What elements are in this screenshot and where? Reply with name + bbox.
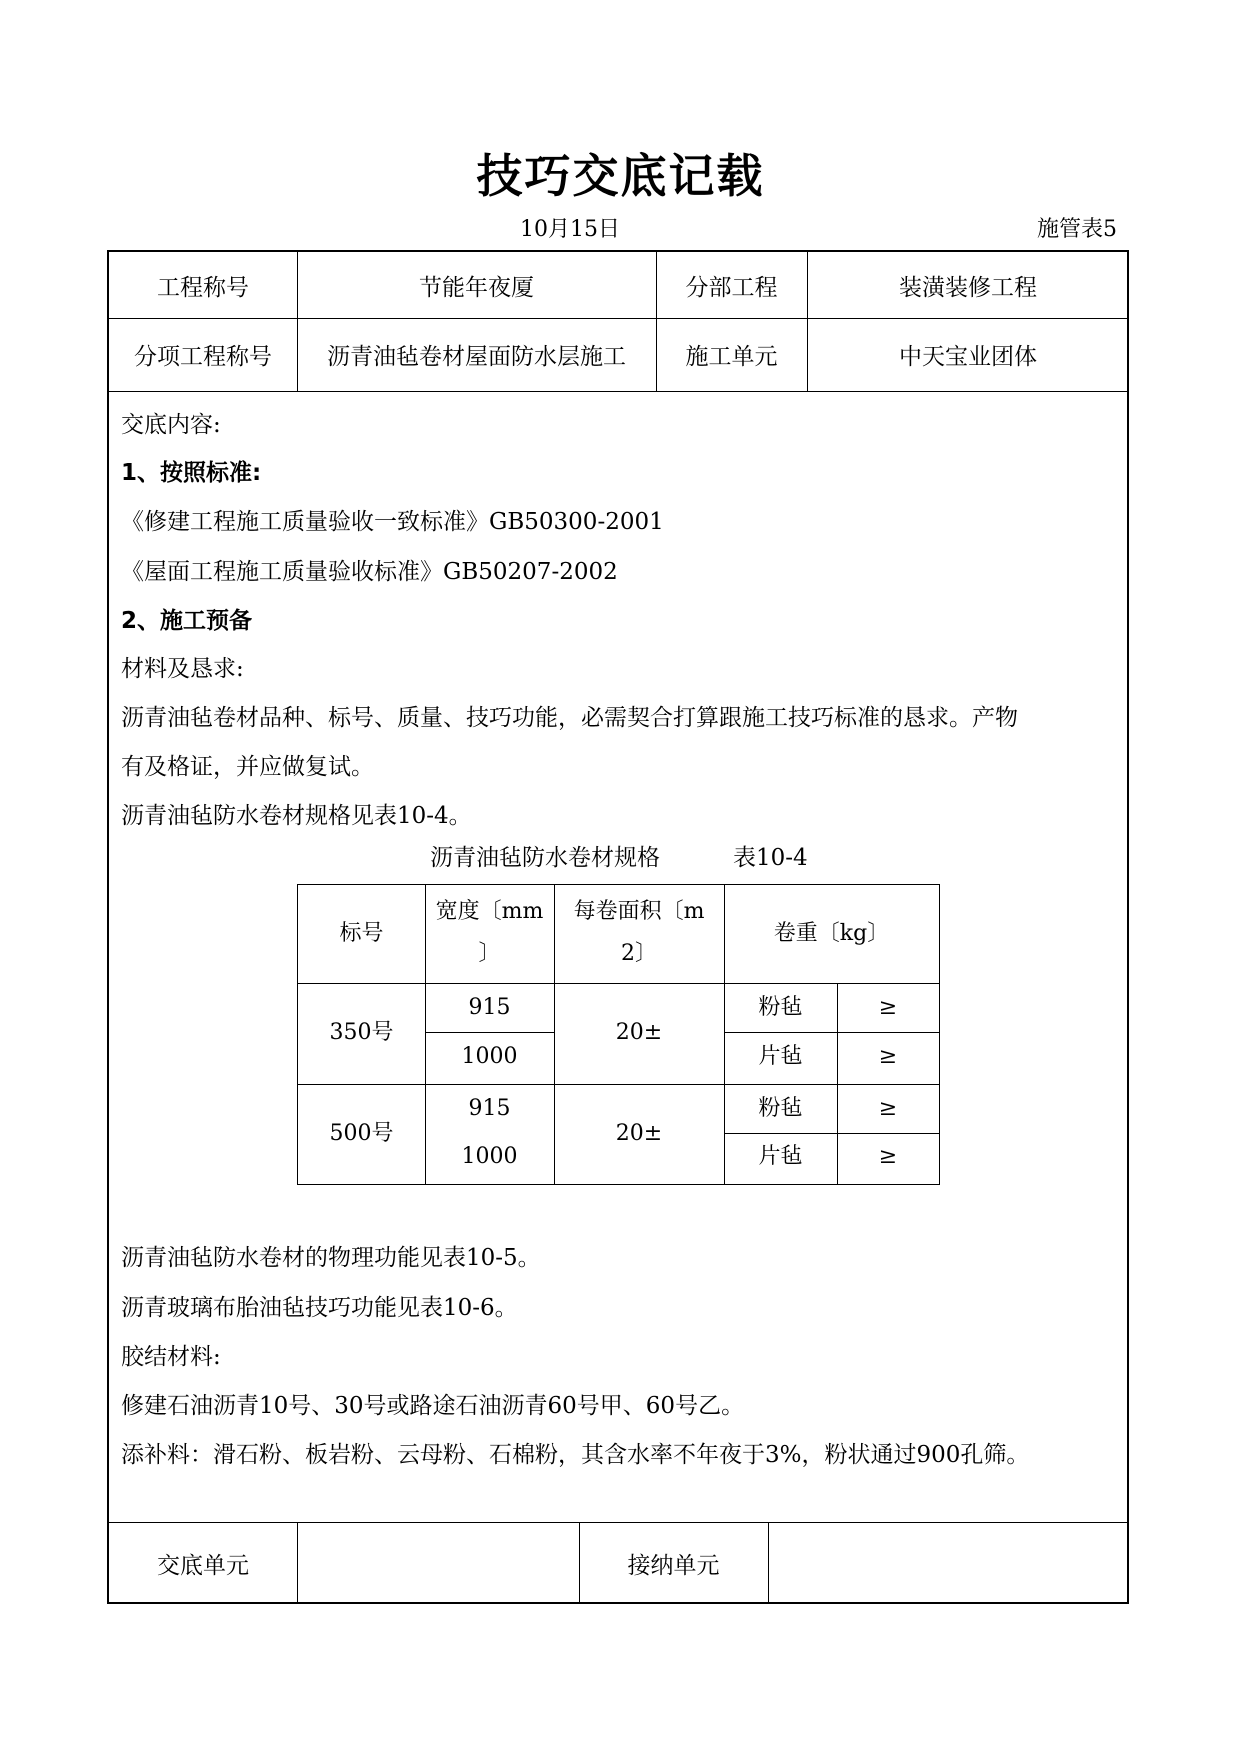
division-value: 装潢装修工程 xyxy=(899,274,1037,301)
spec-area-500: 20± xyxy=(615,1121,663,1146)
paragraph-1-cont: 有及格证，并应做复试。 xyxy=(121,754,374,780)
spec-header-area-2: 2〕 xyxy=(621,941,657,966)
spec-table-number: 表10-4 xyxy=(733,845,808,871)
spec-ge: ≥ xyxy=(878,1044,898,1069)
spec-width-500-b: 1000 xyxy=(461,1144,518,1169)
receiver-unit-label: 接纳单元 xyxy=(627,1552,720,1579)
binder-text: 修建石油沥青10号、30号或路途石油沥青60号甲、60号乙。 xyxy=(121,1393,745,1419)
spec-table-caption: 沥青油毡防水卷材规格 xyxy=(430,845,660,871)
paragraph-1: 沥青油毡卷材品种、标号、质量、技巧功能，必需契合打算跟施工技巧标准的恳求。产物 xyxy=(121,705,1018,731)
standard-1: 《修建工程施工质量验收一致标准》GB50300-2001 xyxy=(121,509,664,535)
section-1-title: 1、按照标准: xyxy=(121,460,262,486)
binder-label: 胶结材料: xyxy=(121,1344,221,1370)
handover-unit-value[interactable] xyxy=(297,1522,579,1604)
spec-ge: ≥ xyxy=(878,1096,898,1121)
division-label: 分部工程 xyxy=(685,274,778,301)
handover-unit-label: 交底单元 xyxy=(157,1552,249,1579)
spec-type-powder: 粉毡 xyxy=(758,995,803,1020)
standard-2: 《屋面工程施工质量验收标准》GB50207-2002 xyxy=(121,559,618,585)
spec-grade-500: 500号 xyxy=(329,1121,394,1146)
materials-label: 材料及恳求: xyxy=(121,656,244,682)
filler-text: 添补料：滑石粉、板岩粉、云母粉、石棉粉，其含水率不年夜于3%，粉状通过900孔筛。 xyxy=(121,1442,1030,1468)
spec-width-350-b: 1000 xyxy=(461,1044,518,1069)
spec-type-powder: 粉毡 xyxy=(758,1096,803,1121)
spec-width-350-a: 915 xyxy=(468,995,511,1020)
spec-header-weight: 卷重〔kg〕 xyxy=(773,921,890,946)
content-intro: 交底内容: xyxy=(121,412,221,438)
paragraph-2: 沥青油毡防水卷材规格见表10-4。 xyxy=(121,803,472,829)
document-title: 技巧交底记载 xyxy=(476,149,765,203)
paragraph-after-1: 沥青油毡防水卷材的物理功能见表10-5。 xyxy=(121,1245,541,1271)
spec-grade-350: 350号 xyxy=(329,1020,394,1045)
spec-header-width-1: 宽度〔mm xyxy=(435,899,544,924)
project-name-value: 节能年夜厦 xyxy=(419,274,534,301)
section-2-title: 2、施工预备 xyxy=(121,608,253,634)
spec-type-sheet: 片毡 xyxy=(758,1044,803,1069)
spec-width-500-a: 915 xyxy=(468,1096,511,1121)
unit-label: 施工单元 xyxy=(685,344,778,370)
spec-header-width-2: 〕 xyxy=(478,941,501,966)
spec-row-divider xyxy=(298,983,939,984)
spec-row-divider xyxy=(724,1032,939,1033)
spec-ge: ≥ xyxy=(878,995,898,1020)
receiver-unit-value[interactable] xyxy=(768,1522,1129,1604)
spec-row-divider xyxy=(425,1032,554,1033)
project-name-label: 工程称号 xyxy=(157,274,249,301)
subitem-value: 沥青油毡卷材屋面防水层施工 xyxy=(327,344,626,370)
paragraph-after-2: 沥青玻璃布胎油毡技巧功能见表10-6。 xyxy=(121,1295,518,1321)
spec-header-area-1: 每卷面积〔m xyxy=(573,899,705,924)
spec-type-sheet: 片毡 xyxy=(758,1144,803,1169)
row-divider xyxy=(109,391,1127,392)
date: 10月15日 xyxy=(520,217,620,242)
spec-area-350: 20± xyxy=(615,1020,663,1045)
spec-ge: ≥ xyxy=(878,1144,898,1169)
spec-table xyxy=(297,884,940,1185)
form-number: 施管表5 xyxy=(1037,217,1117,242)
spec-header-grade: 标号 xyxy=(339,921,384,946)
spec-row-divider xyxy=(298,1084,939,1085)
subitem-label: 分项工程称号 xyxy=(134,344,272,370)
unit-value: 中天宝业团体 xyxy=(899,344,1037,370)
